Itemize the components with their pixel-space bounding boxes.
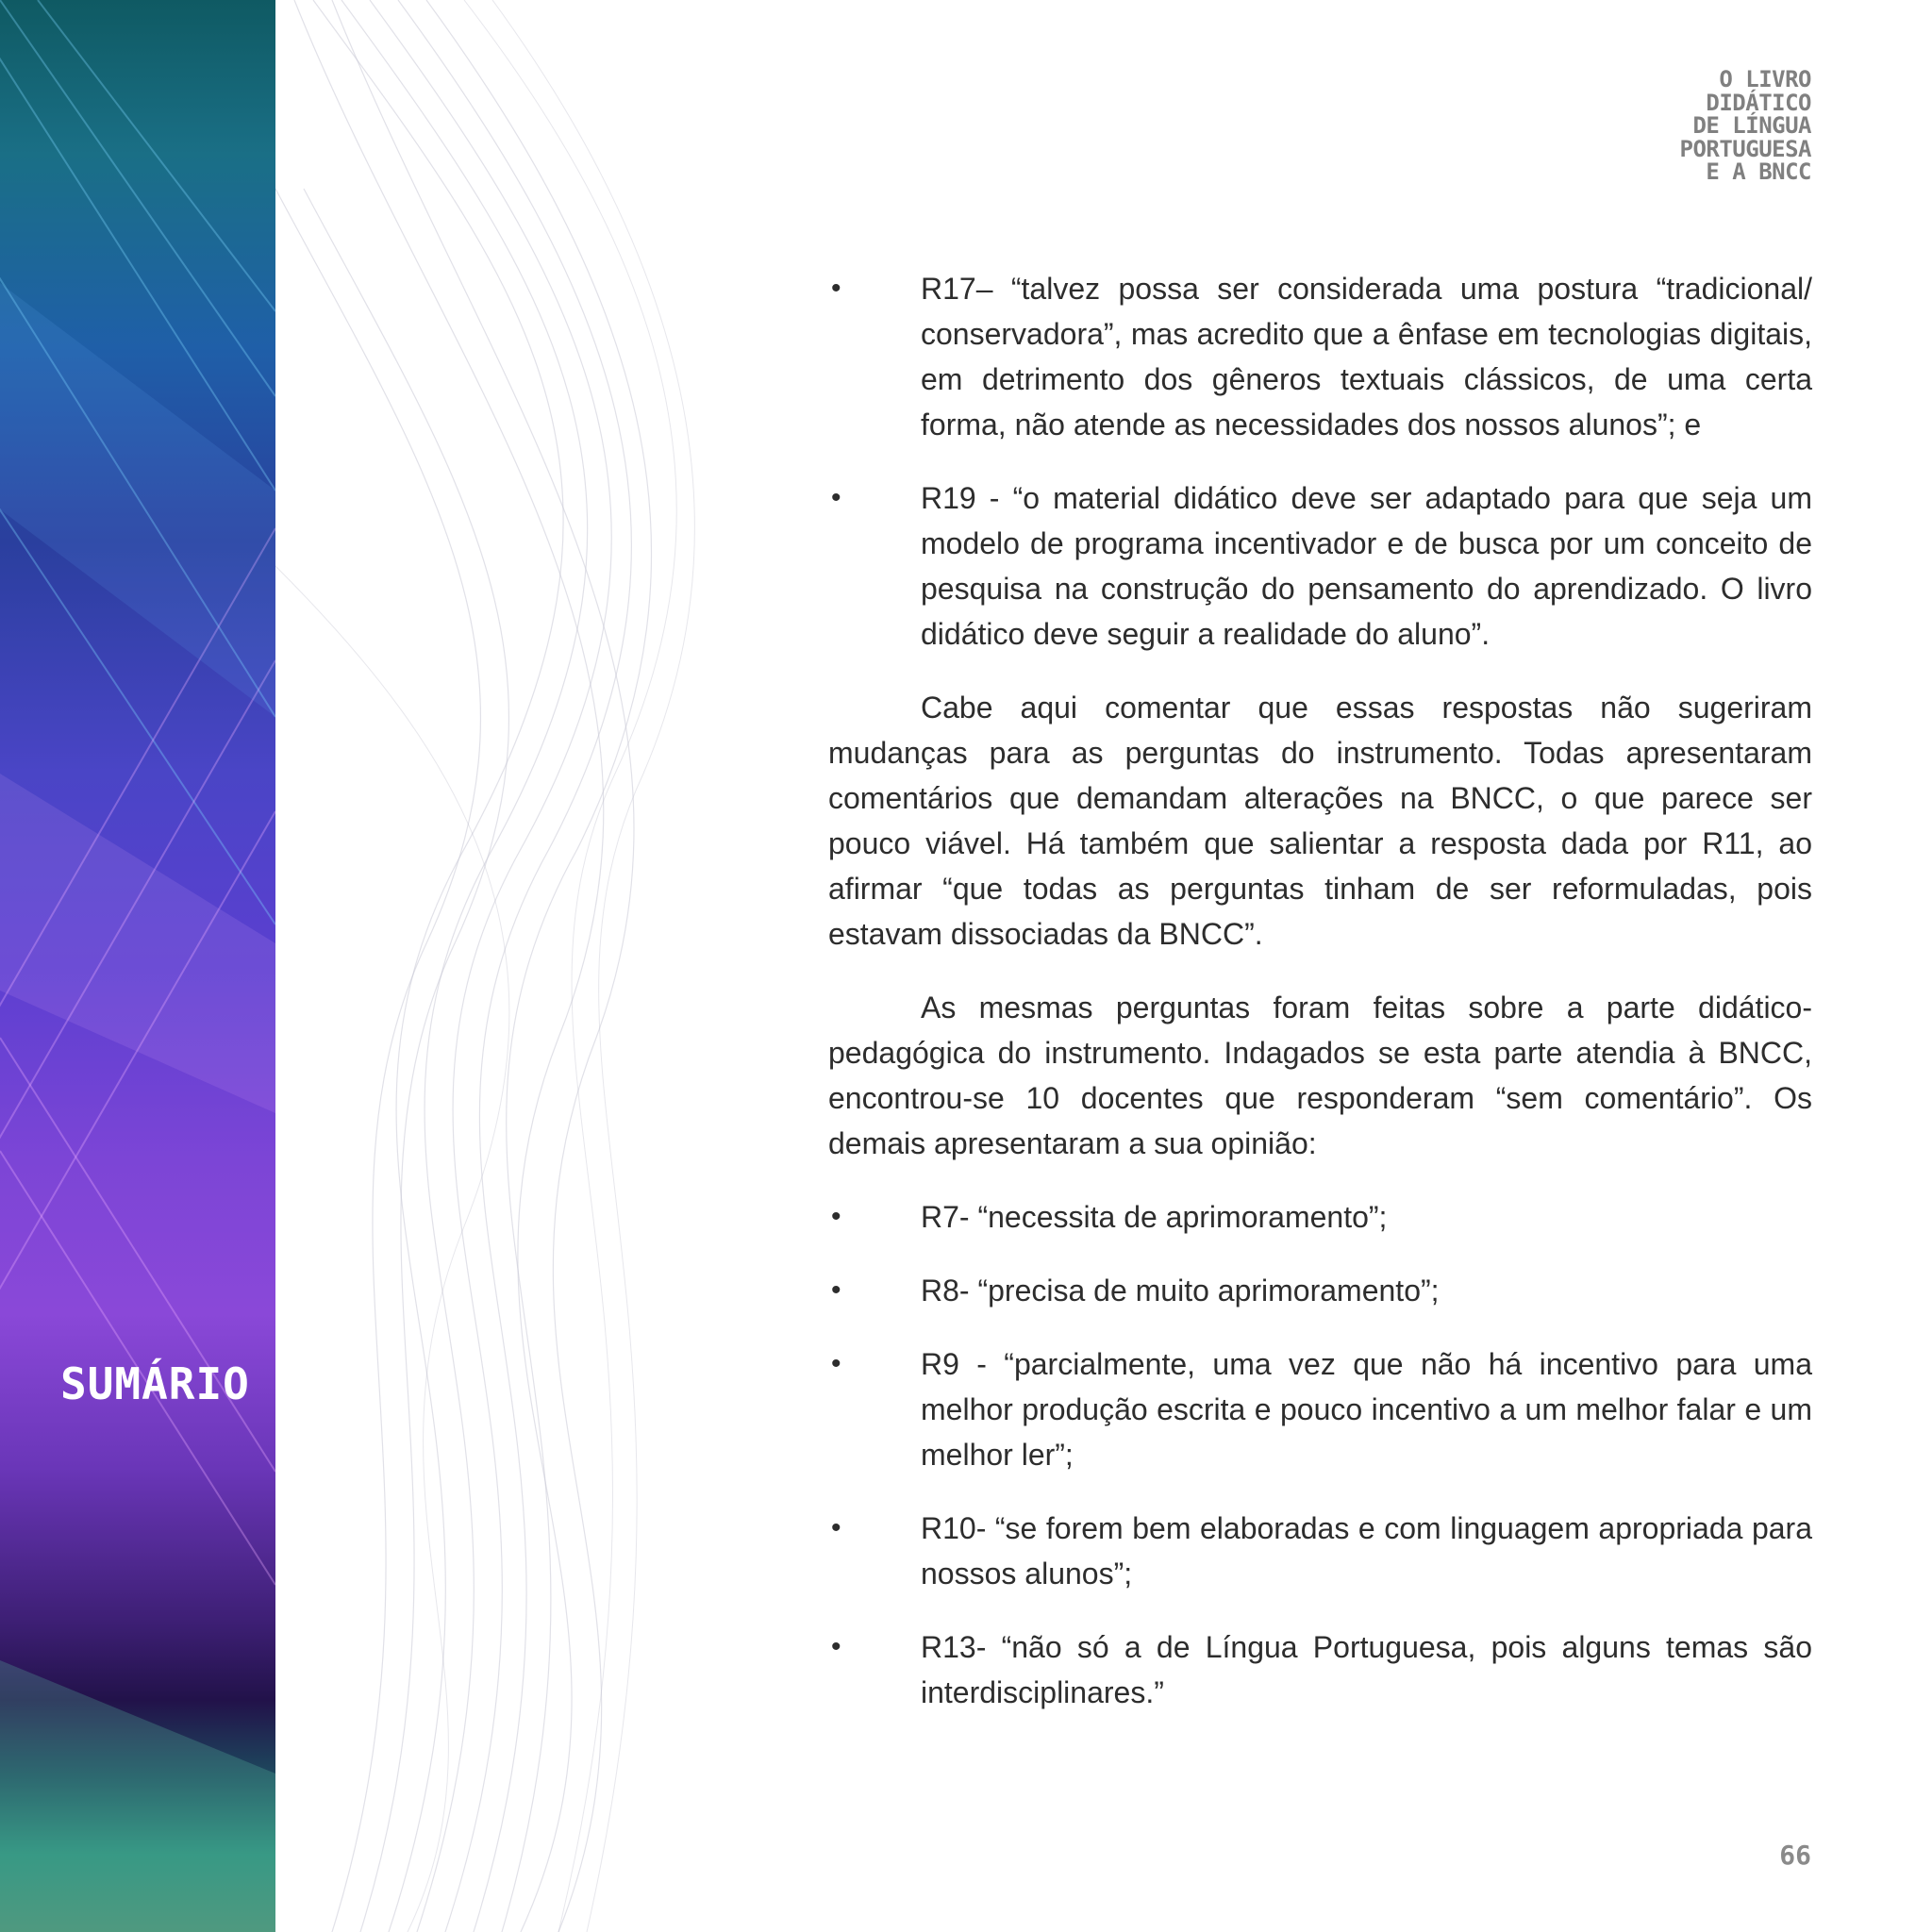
- list-item: [828, 1624, 1812, 1715]
- bullet-icon: •: [831, 1512, 841, 1543]
- list-item: [828, 1341, 1812, 1477]
- bullet-icon: •: [831, 273, 841, 304]
- book-title-line: E A BNCC: [1706, 158, 1811, 185]
- wave-background: [275, 0, 766, 1932]
- book-title-line: PORTUGUESA: [1679, 135, 1811, 162]
- bullet-icon: •: [831, 1274, 841, 1306]
- page-content: [828, 266, 1812, 1743]
- page-number: 66: [1779, 1840, 1811, 1871]
- list-item-text: R7- “necessita de aprimoramento”;: [921, 1200, 1388, 1234]
- list-item: [828, 1268, 1812, 1313]
- book-title-line: DE LÍNGUA: [1692, 112, 1811, 139]
- book-title-line: O LIVRO: [1719, 66, 1811, 92]
- sidebar-decoration: [0, 0, 275, 1932]
- list-item-text: R13- “não só a de Língua Portuguesa, pois alguns temas são interdisciplinares.”: [921, 1630, 1812, 1709]
- paragraph: Cabe aqui comentar que essas respostas não sugeriram mudanças para as perguntas do instrumento. Todas apresentaram comentários que demandam alterações na BNCC, o que parece ser pouco viável. Há também que salientar a resposta dada por R11, ao afirmar “que todas as perguntas tinham de ser reformuladas, pois estavam dissociadas da BNCC”.: [828, 691, 1812, 951]
- paragraph: As mesmas perguntas foram feitas sobre a parte didático-pedagógica do instrumento. Indagados se esta parte atendia à BNCC, encontrou-se 10 docentes que responderam “sem comentário”. Os demais apresentaram a sua opinião:: [828, 991, 1812, 1160]
- list-item-text: R9 - “parcialmente, uma vez que não há incentivo para uma melhor produção escrita e pouco incentivo a um melhor falar e um melhor ler”;: [921, 1347, 1812, 1472]
- sumario-link[interactable]: SUMÁRIO: [60, 1358, 250, 1409]
- list-item: [828, 475, 1812, 657]
- book-title: [1680, 68, 1812, 184]
- list-item-text: R17– “talvez possa ser considerada uma postura “tradicional/ conservadora”, mas acredito que a ênfase em tecnologias digitais, em detrimento dos gêneros textuais clássicos, de uma certa forma, não atende as necessidades dos nossos alunos”; e: [921, 272, 1812, 441]
- bullet-icon: •: [831, 1348, 841, 1379]
- sidebar-pattern: [0, 0, 275, 1932]
- list-item: [828, 1506, 1812, 1596]
- bullet-icon: •: [831, 1201, 841, 1232]
- list-item-text: R19 - “o material didático deve ser adaptado para que seja um modelo de programa incentivador e de busca por um conceito de pesquisa na construção do pensamento do aprendizado. O livro didático deve seguir a realidade do aluno”.: [921, 481, 1812, 651]
- list-item: [828, 1194, 1812, 1240]
- bullet-icon: •: [831, 1631, 841, 1662]
- bullet-icon: •: [831, 482, 841, 513]
- list-item-text: R8- “precisa de muito aprimoramento”;: [921, 1274, 1440, 1307]
- book-title-line: DIDÁTICO: [1706, 89, 1811, 116]
- list-item: [828, 266, 1812, 447]
- list-item-text: R10- “se forem bem elaboradas e com linguagem apropriada para nossos alunos”;: [921, 1511, 1812, 1591]
